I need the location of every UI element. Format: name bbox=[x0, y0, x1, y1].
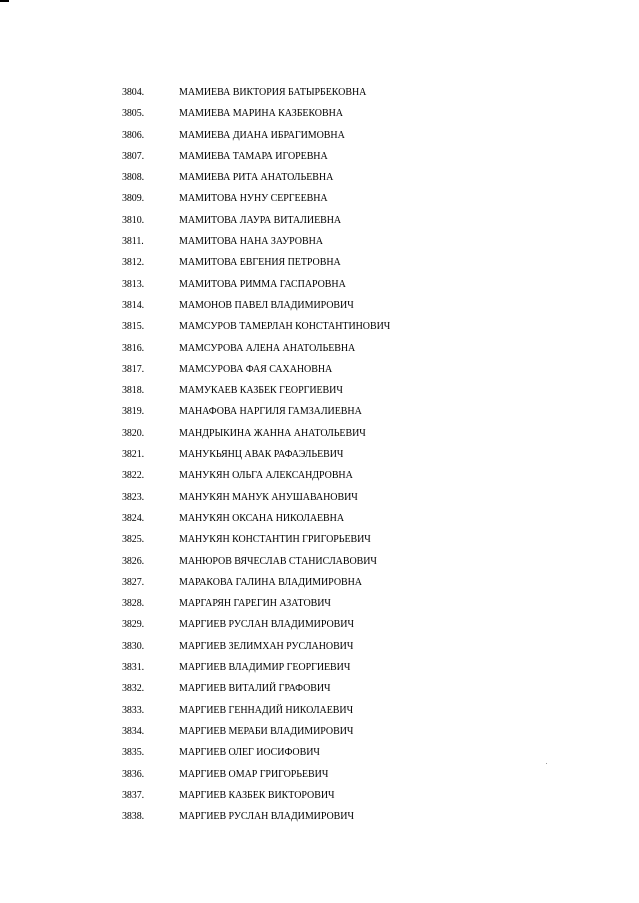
entry-number: 3835. bbox=[122, 747, 145, 759]
entry-number: 3821. bbox=[122, 449, 145, 461]
entry-number: 3830. bbox=[122, 640, 145, 652]
list-item bbox=[0, 448, 639, 469]
entry-number: 3822. bbox=[122, 470, 145, 482]
entry-name: МАРГИЕВ МЕРАБИ ВЛАДИМИРОВИЧ bbox=[179, 725, 354, 737]
entry-name: МАМИЕВА ВИКТОРИЯ БАТЫРБЕКОВНА bbox=[179, 87, 367, 98]
entry-number: 3833. bbox=[122, 704, 145, 716]
entry-number: 3814. bbox=[122, 299, 145, 311]
list-item bbox=[0, 810, 639, 831]
entry-number: 3834. bbox=[122, 725, 145, 737]
list-item bbox=[0, 107, 639, 128]
entry-name: МАМИЕВА РИТА АНАТОЛЬЕВНА bbox=[179, 172, 334, 184]
entry-number: 3828. bbox=[122, 598, 145, 610]
entry-number: 3811. bbox=[122, 236, 144, 248]
entry-name: МАМИТОВА РИММА ГАСПАРОВНА bbox=[179, 278, 346, 290]
entry-name: МАНУКЯН ОКСАНА НИКОЛАЕВНА bbox=[179, 512, 345, 524]
entry-name: МАРГИЕВ ВЛАДИМИР ГЕОРГИЕВИЧ bbox=[179, 662, 351, 674]
list-item bbox=[0, 491, 639, 512]
list-item bbox=[0, 533, 639, 554]
list-item bbox=[0, 405, 639, 426]
entry-name: МАРАКОВА ГАЛИНА ВЛАДИМИРОВНА bbox=[179, 576, 362, 588]
list-item bbox=[0, 789, 639, 810]
entry-name: МАМИТОВА ЛАУРА ВИТАЛИЕВНА bbox=[179, 214, 342, 226]
list-item bbox=[0, 86, 639, 107]
entry-number: 3826. bbox=[122, 555, 145, 567]
entry-number: 3810. bbox=[122, 214, 145, 226]
list-item bbox=[0, 427, 639, 448]
list-item bbox=[0, 299, 639, 320]
entry-number: 3836. bbox=[122, 768, 145, 780]
entry-name: МАРГАРЯН ГАРЕГИН АЗАТОВИЧ bbox=[179, 598, 331, 610]
entry-name: МАНУКЯН ОЛЬГА АЛЕКСАНДРОВНА bbox=[179, 470, 353, 482]
list-item bbox=[0, 640, 639, 661]
entry-name: МАНУКЯН МАНУК АНУШАВАНОВИЧ bbox=[179, 491, 358, 503]
entry-name: МАМИТОВА НАНА ЗАУРОВНА bbox=[179, 236, 323, 248]
entry-number: 3823. bbox=[122, 491, 145, 503]
entry-name: МАМИЕВА МАРИНА КАЗБЕКОВНА bbox=[179, 108, 343, 120]
entry-name: МАНУКЬЯНЦ АВАК РАФАЭЛЬЕВИЧ bbox=[179, 449, 344, 461]
entry-number: 3819. bbox=[122, 406, 145, 418]
entry-name: МАМИЕВА ДИАНА ИБРАГИМОВНА bbox=[179, 129, 345, 141]
entry-number: 3808. bbox=[122, 172, 145, 184]
entry-name: МАРГИЕВ РУСЛАН ВЛАДИМИРОВИЧ bbox=[179, 811, 354, 823]
entry-name: МАМИЕВА ТАМАРА ИГОРЕВНА bbox=[179, 150, 328, 162]
list-item bbox=[0, 597, 639, 618]
entry-number: 3832. bbox=[122, 683, 145, 695]
list-item bbox=[0, 661, 639, 682]
list-item bbox=[0, 768, 639, 789]
list-item bbox=[0, 576, 639, 597]
entry-name: МАРГИЕВ ЗЕЛИМХАН РУСЛАНОВИЧ bbox=[179, 640, 354, 652]
entry-name: МАНЮРОВ ВЯЧЕСЛАВ СТАНИСЛАВОВИЧ bbox=[179, 555, 377, 567]
list-item bbox=[0, 320, 639, 341]
entry-name: МАНДРЫКИНА ЖАННА АНАТОЛЬЕВИЧ bbox=[179, 427, 366, 439]
entry-number: 3816. bbox=[122, 342, 145, 354]
entry-name: МАМИТОВА ЕВГЕНИЯ ПЕТРОВНА bbox=[179, 257, 341, 269]
list-item bbox=[0, 469, 639, 490]
list-item bbox=[0, 384, 639, 405]
list-item bbox=[0, 725, 639, 746]
list-item bbox=[0, 150, 639, 171]
list-item bbox=[0, 192, 639, 213]
entry-number: 3818. bbox=[122, 385, 145, 397]
list-item bbox=[0, 235, 639, 256]
entry-number: 3817. bbox=[122, 363, 145, 375]
entry-number: 3812. bbox=[122, 257, 145, 269]
entry-number: 3824. bbox=[122, 512, 145, 524]
list-item bbox=[0, 746, 639, 767]
scan-corner-mark bbox=[0, 0, 9, 2]
entry-number: 3838. bbox=[122, 811, 145, 823]
entry-number: 3825. bbox=[122, 534, 145, 546]
list-item bbox=[0, 129, 639, 150]
entry-name: МАРГИЕВ РУСЛАН ВЛАДИМИРОВИЧ bbox=[179, 619, 354, 631]
list-item bbox=[0, 555, 639, 576]
entry-name: МАНАФОВА НАРГИЛЯ ГАМЗАЛИЕВНА bbox=[179, 406, 362, 418]
entry-name: МАМУКАЕВ КАЗБЕК ГЕОРГИЕВИЧ bbox=[179, 385, 343, 397]
list-item bbox=[0, 342, 639, 363]
entry-name: МАРГИЕВ ГЕННАДИЙ НИКОЛАЕВИЧ bbox=[179, 704, 354, 716]
entry-number: 3804. bbox=[122, 87, 145, 98]
list-item bbox=[0, 704, 639, 725]
entry-number: 3815. bbox=[122, 321, 145, 333]
entry-name: МАМСУРОВА АЛЕНА АНАТОЛЬЕВНА bbox=[179, 342, 356, 354]
entry-name: МАРГИЕВ ВИТАЛИЙ ГРАФОВИЧ bbox=[179, 683, 331, 695]
entry-name: МАРГИЕВ ОМАР ГРИГОРЬЕВИЧ bbox=[179, 768, 329, 780]
entry-name: МАМСУРОВ ТАМЕРЛАН КОНСТАНТИНОВИЧ bbox=[179, 321, 391, 333]
name-list bbox=[0, 86, 639, 831]
entry-number: 3813. bbox=[122, 278, 145, 290]
entry-number: 3827. bbox=[122, 576, 145, 588]
entry-name: МАНУКЯН КОНСТАНТИН ГРИГОРЬЕВИЧ bbox=[179, 534, 371, 546]
list-item bbox=[0, 363, 639, 384]
entry-name: МАМОНОВ ПАВЕЛ ВЛАДИМИРОВИЧ bbox=[179, 299, 354, 311]
entry-name: МАРГИЕВ КАЗБЕК ВИКТОРОВИЧ bbox=[179, 789, 335, 801]
entry-name: МАМИТОВА НУНУ СЕРГЕЕВНА bbox=[179, 193, 328, 205]
entry-number: 3809. bbox=[122, 193, 145, 205]
entry-number: 3807. bbox=[122, 150, 145, 162]
list-item bbox=[0, 682, 639, 703]
entry-name: МАРГИЕВ ОЛЕГ ИОСИФОВИЧ bbox=[179, 747, 320, 759]
entry-number: 3837. bbox=[122, 789, 145, 801]
entry-number: 3829. bbox=[122, 619, 145, 631]
entry-name: МАМСУРОВА ФАЯ САХАНОВНА bbox=[179, 363, 333, 375]
entry-number: 3806. bbox=[122, 129, 145, 141]
list-item bbox=[0, 512, 639, 533]
list-item bbox=[0, 618, 639, 639]
list-item bbox=[0, 171, 639, 192]
list-item bbox=[0, 214, 639, 235]
entry-number: 3831. bbox=[122, 662, 145, 674]
list-item bbox=[0, 278, 639, 299]
entry-number: 3805. bbox=[122, 108, 145, 120]
list-item bbox=[0, 256, 639, 277]
entry-number: 3820. bbox=[122, 427, 145, 439]
